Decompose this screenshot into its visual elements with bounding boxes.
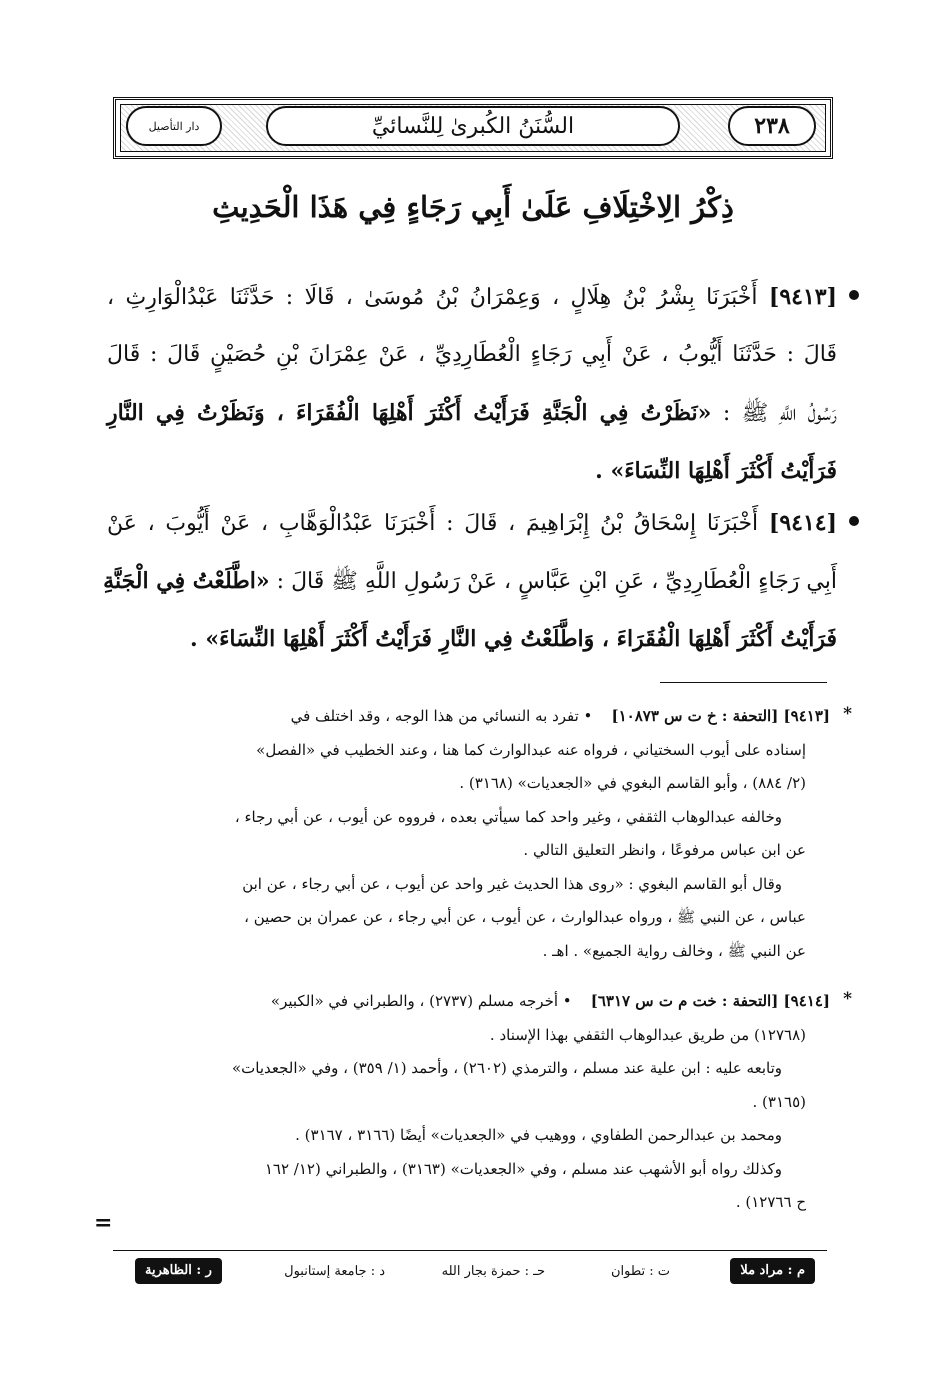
manuscript-badge-r: ر : الظاهرية (135, 1258, 222, 1284)
hadith-line (107, 268, 837, 326)
bullet-icon (849, 516, 859, 526)
asterisk-icon: * (843, 704, 852, 724)
note-text: • تفرد به النسائي من هذا الوجه ، وقد اختلف في (290, 707, 593, 725)
note-ref: [٩٤١٤] [التحفة : خت م ت س ٦٣١٧] (590, 992, 830, 1010)
hadith-text: قَالَ : حَدَّثَنَا أَيُّوبُ ، عَنْ أَبِي رَجَاءٍ الْعُطَارِدِيِّ ، عَنْ عِمْرَانَ بْنِ حُصَيْنٍ قَالَ : قَالَ (107, 342, 837, 367)
page-header-frame (113, 97, 833, 159)
hadith-line (107, 442, 837, 500)
manuscript-d: د : جامعة إستانبول (284, 1264, 385, 1279)
hadith-line (103, 552, 837, 610)
hadith-line (107, 384, 837, 442)
note-line: عن ابن عباس مرفوعًا ، وانظر التعليق التالي . (523, 841, 806, 859)
note-line: وخالفه عبدالوهاب الثقفي ، وغير واحد كما سيأتي بعده ، فرووه عن أيوب ، عن أبي رجاء ، (234, 807, 782, 826)
hadith-line (107, 494, 837, 552)
note-line: وقال أبو القاسم البغوي : «روى هذا الحديث غير واحد عن أيوب ، عن أبي رجاء ، عن ابن (242, 874, 782, 893)
note-line: (٣١٦٥) . (752, 1092, 806, 1111)
note-line: ومحمد بن عبدالرحمن الطفاوي ، ووهيب في «الجعديات» أيضًا (٣١٦٦ ، ٣١٦٧) . (295, 1126, 782, 1144)
note-ref: [٩٤١٣] [التحفة : خ ت س ١٠٨٧٣] (611, 707, 830, 725)
hadith-text: أَبِي رَجَاءٍ الْعُطَارِدِيِّ ، عَنِ ابْنِ عَبَّاسٍ ، عَنْ رَسُولِ اللَّهِ ﷺ قَالَ : (276, 569, 837, 594)
prophetic-saying: «اطَّلَعْتُ فِي الْجَنَّةِ (103, 568, 270, 594)
note-line (112, 985, 830, 1019)
chapter-heading: ذِكْرُ الِاخْتِلَافِ عَلَىٰ أَبِي رَجَاءٍ فِي هَذَا الْحَدِيثِ (212, 190, 734, 224)
note-text: • أخرجه مسلم (٢٧٣٧) ، والطبراني في «الكبير» (270, 992, 572, 1010)
note-line: (١٢٧٦٨) من طريق عبدالوهاب الثقفي بهذا الإسناد . (489, 1025, 806, 1044)
manuscript-h: حـ : حمزة بجار الله (441, 1264, 545, 1279)
prophetic-saying: فَرَأَيْتُ أَكْثَرَ أَهْلِهَا الْفُقَرَاءَ ، وَاطَّلَعْتُ فِي النَّارِ فَرَأَيْتُ أَكْثَرَ أَهْلِهَا النِّسَاءَ» . (190, 626, 837, 652)
hadith-number: [٩٤١٣] (768, 284, 837, 310)
note-line: وتابعه عليه : ابن علية عند مسلم ، والترمذي (٢٦٠٢) ، وأحمد (١/ ٣٥٩) ، وفي «الجعديات» (231, 1059, 782, 1077)
hadith-9413 (107, 268, 837, 500)
footnote-9414 (112, 985, 852, 1220)
note-line: إسناده على أيوب السختياني ، فرواه عنه عبدالوارث كما هنا ، وعند الخطيب في «الفصل» (256, 740, 806, 759)
manuscript-t: ت : تطوان (610, 1264, 670, 1279)
note-line: ح ١٢٧٦٦) . (735, 1193, 806, 1211)
page-number: ٢٣٨ (728, 106, 816, 146)
hadith-text: أَخْبَرَنَا بِشْرُ بْنُ هِلَالٍ ، وَعِمْرَانُ بْنُ مُوسَىٰ ، قَالَا : حَدَّثَنَا عَبْدُالْوَارِثِ ، (107, 285, 758, 310)
footnote-separator (660, 682, 827, 683)
hadith-text: أَخْبَرَنَا إِسْحَاقُ بْنُ إِبْرَاهِيمَ ، قَالَ : أَخْبَرَنَا عَبْدُالْوَهَّابِ ، عَنْ أَيُّوبَ ، عَنْ (107, 511, 759, 536)
note-line: وكذلك رواه أبو الأشهب عند مسلم ، وفي «الجعديات» (٣١٦٣) ، والطبراني (١٢/ ١٦٢ (264, 1159, 782, 1178)
bullet-icon (849, 290, 859, 300)
manuscript-sigla (135, 1258, 815, 1288)
prophetic-saying: فَرَأَيْتُ أَكْثَرَ أَهْلِهَا النِّسَاءَ» . (595, 458, 837, 484)
book-title: السُّنَنُ الكُبرىٰ لِلنَّسائيِّ (266, 106, 680, 146)
note-line (112, 700, 830, 734)
note-line: عن النبي ﷺ ، وخالف رواية الجميع» . اهـ . (542, 941, 806, 960)
hadith-line (107, 610, 837, 668)
note-line: عباس ، عن النبي ﷺ ، ورواه عبدالوارث ، عن أيوب ، عن أبي رجاء ، عن عمران بن حصين ، (244, 908, 806, 926)
hadith-number: [٩٤١٤] (768, 510, 837, 536)
hadith-9414 (103, 494, 837, 668)
footer-separator (113, 1250, 827, 1251)
hadith-line (107, 326, 837, 384)
hadith-text: رَسُولُ اللَّهِ ﷺ : (722, 401, 837, 426)
publisher-logo: دار التأصيل (126, 106, 222, 146)
footnote-9413 (112, 700, 852, 968)
note-line: (٢/ ٨٨٤) ، وأبو القاسم البغوي في «الجعديات» (٣١٦٨) . (459, 774, 806, 792)
asterisk-icon: * (843, 989, 852, 1009)
prophetic-saying: «نَظَرْتُ فِي الْجَنَّةِ فَرَأَيْتُ أَكْثَرَ أَهْلِهَا الْفُقَرَاءَ ، وَنَظَرْتُ فِي النَّارِ (107, 400, 712, 426)
continuation-mark: = (94, 1210, 113, 1236)
manuscript-badge-m: م : مراد ملا (730, 1258, 815, 1284)
